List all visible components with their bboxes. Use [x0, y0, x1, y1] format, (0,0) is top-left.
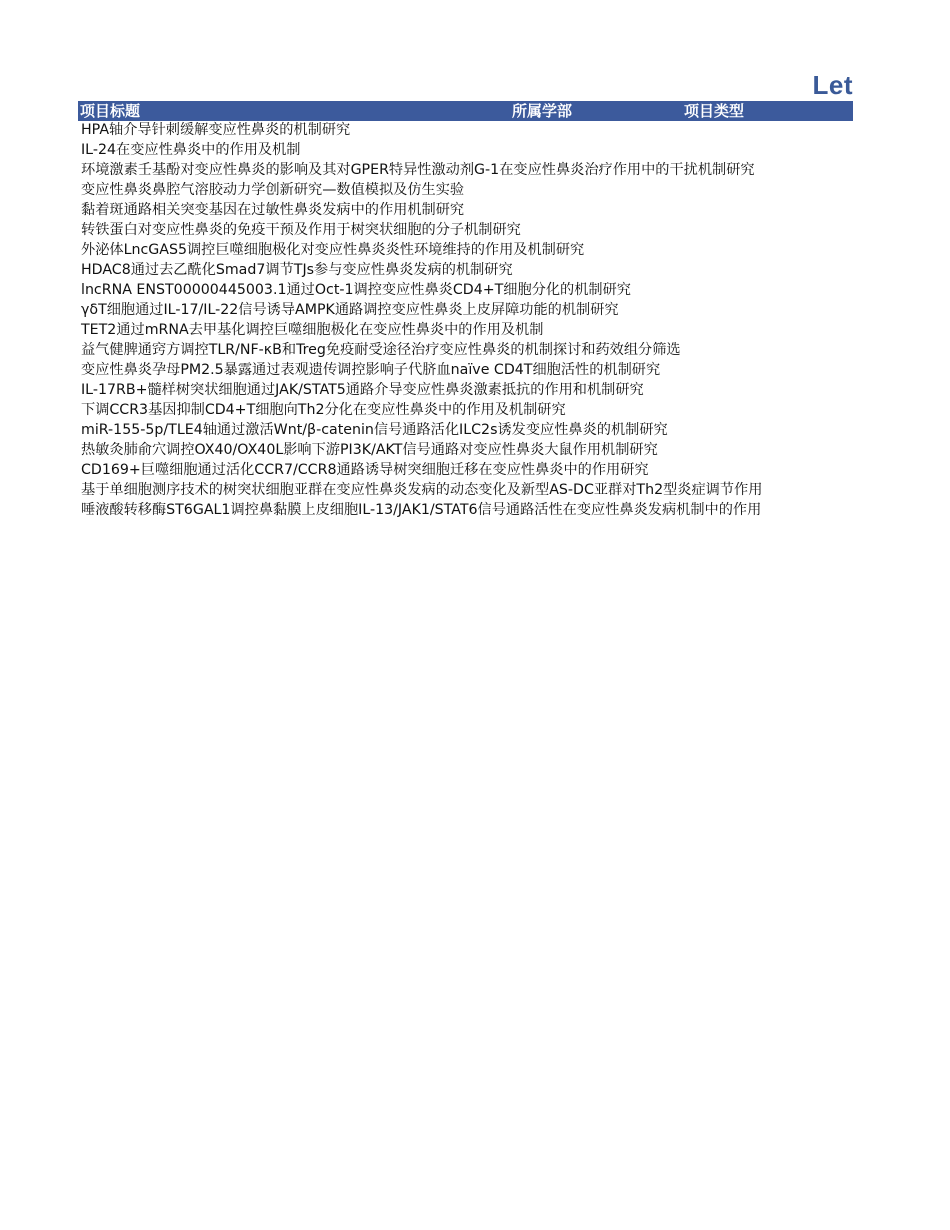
- table-row: 外泌体LncGAS5调控巨噬细胞极化对变应性鼻炎炎性环境维持的作用及机制研究: [81, 242, 585, 258]
- table-row: IL-17RB+髓样树突状细胞通过JAK/STAT5通路介导变应性鼻炎激素抵抗的作用和机制研究: [81, 382, 644, 398]
- table-row: 热敏灸肺俞穴调控OX40/OX40L影响下游PI3K/AKT信号通路对变应性鼻炎大鼠作用机制研究: [81, 442, 658, 458]
- table-row: 环境激素壬基酚对变应性鼻炎的影响及其对GPER特异性激动剂G-1在变应性鼻炎治疗作用中的干扰机制研究: [81, 162, 755, 178]
- table-row: γδT细胞通过IL-17/IL-22信号诱导AMPK通路调控变应性鼻炎上皮屏障功能的机制研究: [81, 302, 619, 318]
- project-list: [78, 120, 853, 520]
- table-row: 益气健脾通窍方调控TLR/NF-κB和Treg免疫耐受途径治疗变应性鼻炎的机制探讨和药效组分筛选: [81, 342, 681, 358]
- table-row: 下调CCR3基因抑制CD4+T细胞向Th2分化在变应性鼻炎中的作用及机制研究: [81, 402, 566, 418]
- table-row: IL-24在变应性鼻炎中的作用及机制: [81, 142, 301, 158]
- header-type-column: 项目类型: [684, 102, 745, 120]
- logo-text: Let: [812, 70, 853, 100]
- table-row: HPA轴介导针刺缓解变应性鼻炎的机制研究: [81, 122, 351, 138]
- table-row: 变应性鼻炎孕母PM2.5暴露通过表观遗传调控影响子代脐血naïve CD4T细胞活性的机制研究: [81, 362, 661, 378]
- table-row: lncRNA ENST00000445003.1通过Oct-1调控变应性鼻炎CD4+T细胞分化的机制研究: [81, 282, 631, 298]
- header-department-column: 所属学部: [512, 102, 573, 120]
- spreadsheet-page: [78, 70, 853, 530]
- table-row: 转铁蛋白对变应性鼻炎的免疫干预及作用于树突状细胞的分子机制研究: [81, 222, 521, 238]
- header-title-column: 项目标题: [80, 102, 141, 120]
- table-row: 变应性鼻炎鼻腔气溶胶动力学创新研究—数值模拟及仿生实验: [81, 182, 465, 198]
- table-row: HDAC8通过去乙酰化Smad7调节TJs参与变应性鼻炎发病的机制研究: [81, 262, 513, 278]
- table-row: TET2通过mRNA去甲基化调控巨噬细胞极化在变应性鼻炎中的作用及机制: [81, 322, 544, 338]
- table-row: miR-155-5p/TLE4轴通过激活Wnt/β-catenin信号通路活化ILC2s诱发变应性鼻炎的机制研究: [81, 422, 668, 438]
- table-row: 基于单细胞测序技术的树突状细胞亚群在变应性鼻炎发病的动态变化及新型AS-DC亚群对Th2型炎症调节作用: [81, 482, 763, 498]
- table-header: [78, 101, 853, 121]
- table-row: CD169+巨噬细胞通过活化CCR7/CCR8通路诱导树突细胞迁移在变应性鼻炎中的作用研究: [81, 462, 649, 478]
- table-row: 唾液酸转移酶ST6GAL1调控鼻黏膜上皮细胞IL-13/JAK1/STAT6信号通路活性在变应性鼻炎发病机制中的作用: [81, 502, 762, 518]
- table-row: 黏着斑通路相关突变基因在过敏性鼻炎发病中的作用机制研究: [81, 202, 465, 218]
